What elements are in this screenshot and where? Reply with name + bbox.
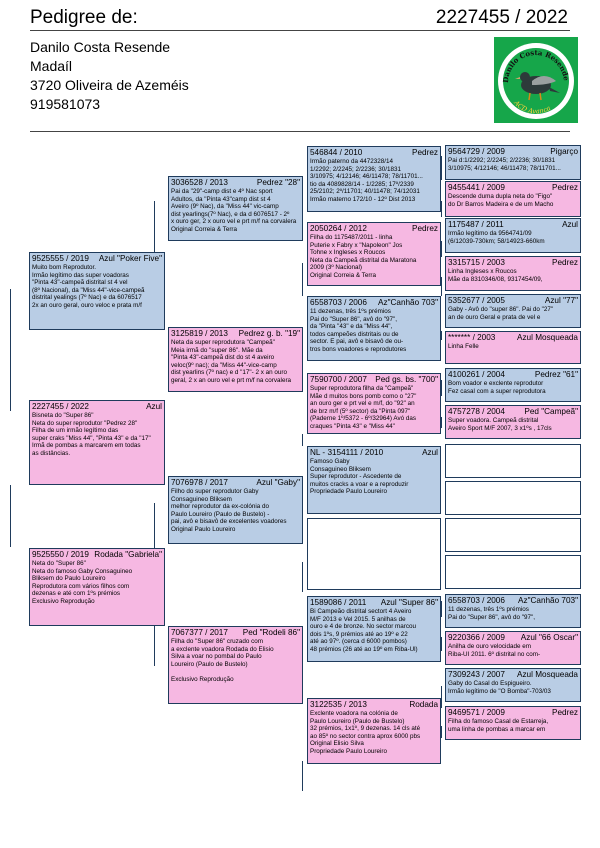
great-grandparent-10 <box>445 481 581 515</box>
ring-number: 9469571 / 2009 <box>448 708 505 717</box>
club-logo <box>494 37 578 123</box>
ring-number: 1175487 / 2011 <box>448 220 504 229</box>
pedigree-sire-sire-dam <box>307 222 441 286</box>
pigeon-name: Azul <box>146 402 162 411</box>
ring-number: 9525550 / 2019 <box>32 550 89 559</box>
description: Gaby - Avô do "super 86". Pai do "27" an de ouro Geral e prata de vel e <box>448 306 554 321</box>
ring-number: 546844 / 2010 <box>310 148 363 157</box>
ring-number: 7067377 / 2017 <box>171 628 228 637</box>
page-title: Pedigree de: <box>30 7 138 28</box>
ring-number: 9220366 / 2009 <box>448 633 505 642</box>
description: Anilha de ouro velocidade em Riba-UI 2011. 6º distrital no com- <box>448 643 541 658</box>
pedigree-dam-sire-sire <box>307 446 441 514</box>
ring-number: 7076978 / 2017 <box>171 478 228 487</box>
ring-number: 3125819 / 2013 <box>171 329 228 338</box>
description: Pai d:1/2292; 2/2245; 2/2236; 30/1831 3/10975; 4/12146; 46/11478; 78/11701... <box>448 157 561 172</box>
owner-phone: 919581073 <box>30 96 101 112</box>
pigeon-name: Rodada <box>409 700 438 709</box>
pigeon-name: Ped "Rodeli 86" <box>242 628 300 637</box>
description: Bisneta do "Super 86" Neta do super reprodutor "Pedrez 28" Filha de um irmão legítimo das super craks "Miss 44", "Pinta 43" e da "17" Irmã de pombas a marcarem em todas as distâncias. <box>32 412 151 457</box>
ring-number: 7590700 / 2007 <box>310 375 367 384</box>
ring-number: 4757278 / 2004 <box>448 407 505 416</box>
pedigree-subject <box>29 400 165 485</box>
great-grandparent-3 <box>445 218 581 253</box>
great-grandparent-15 <box>445 668 581 702</box>
logo-top-text: Danilo Costa Resende <box>500 47 571 84</box>
great-grandparent-14 <box>445 631 581 665</box>
pigeon-name: Azul <box>562 220 578 229</box>
ring-number: NL - 3154111 / 2010 <box>310 448 384 457</box>
mid-divider <box>30 131 570 132</box>
great-grandparent-9 <box>445 444 581 478</box>
description: Neta da super reprodutora "Campeã" Meia irmã do "super 86". Mãe da "Pinta 43"-campeã dist do st 4 aveiro veloc(9º nac); da "Miss 44"-vice-camp dist yearlins (7º nac) e d "17"- 2 x an ouro geral, 2 x an ouro vel e prt m/f na corvalera <box>171 339 292 384</box>
description: Bi Campeão distrital sectort 4 Aveiro M/F 2013 e Vel 2015. 5 anilhas de ouro e 4 de bronze. No sector marcou dois 1ºs, 9 prémios até ao 19º e 22 até ao 97º. (cerca d 6000 pombos) 48 prémios (26 até ao 19º em Riba-Ul) <box>310 608 418 653</box>
pigeon-name: Azul "77" <box>544 296 578 305</box>
pigeon-name: Pedrez <box>412 224 438 233</box>
description: Filha do 1175487/2011 - linha Puterie x Fabry x "Napoleon" Jos Tohne x Ingleses x Roucos Neta da Campeã distrital da Maratona 2009 (3º Nacional) Original Correia & Terra <box>310 234 417 279</box>
pigeon-name: Azul "Poker Five" <box>98 254 162 263</box>
ring-number: 3036528 / 2013 <box>171 178 228 187</box>
great-grandparent-4 <box>445 256 581 291</box>
pedigree-sire-sire <box>168 176 303 241</box>
description: Super voadora. Campeã distrital Aveiro Sport M/F 2007, 3 x1ºs , 17cls <box>448 417 552 432</box>
pedigree-sire-dam-dam <box>307 373 441 434</box>
top-divider <box>30 30 570 31</box>
great-grandparent-2 <box>445 181 581 217</box>
description: Muito bom Reprodutor. Irmão legítimo das super voadoras "Pinta 43"-campeã distrital st 4 vel (8º Nacional), da "Miss 44"-vice-campeã distrital yealings (7º Nac) e da 6076517 2x an ouro geral, ouro veloc e prata m/f <box>32 264 145 309</box>
description: Famoso Gaby Consaguineo Bliksem Super reprodutor - Ascedente de muitos cracks a voar e a reproduzir Propriedade Paulo Loureiro <box>310 458 409 496</box>
great-grandparent-6 <box>445 331 581 364</box>
great-grandparent-16 <box>445 706 581 740</box>
description: Pai da "29"-camp dist e 4º Nac sport Adultos, da "Pinta 43"camp dist st 4 Aveiro (9º Nac), da "Miss 44" vic-camp dist yearlings(7º Nac), e da d 6076517 - 2º x ouro ger, 2 x ouro vel e prt m/f na corvalera Original Correia & Terra <box>171 188 297 233</box>
description: Super reprodutora filha da "Campeã" Mãe d muitos bons pomb como o "27" an ouro ger e prt vel e m/f, do "92" an de brz m/f (5º sector) da "Pinta 097" (Paderne 1º/5372 - 6º/32964) Avó das craques "Pinta 43" e "Miss 44" <box>310 385 417 430</box>
description: Filho do super reprodutor Gaby Consaguineo Bliksem melhor reprodutor da ex-colónia do Paulo Loureiro (Paulo de Bustelo) - pai, avô e bisavô de excelentes voadores Original Paulo Loureiro <box>171 488 287 533</box>
pedigree-dam <box>29 548 165 626</box>
ring-number: 9455441 / 2009 <box>448 183 505 192</box>
ring-number: 2050264 / 2012 <box>310 224 367 233</box>
ring-number: 1589086 / 2011 <box>310 598 367 607</box>
pigeon-name: Az"Canhão 703" <box>518 596 578 605</box>
ring-number: 7309243 / 2007 <box>448 670 505 679</box>
ring-number: 6558703 / 2006 <box>310 298 367 307</box>
pedigree-dam-sire-dam <box>307 518 441 590</box>
description: Irmão paterno da 4472328/14 1/2292; 2/2245; 2/2236; 30/1831 3/10975; 4/12146; 46/11478; 78/11701... tio da 4089828/14 - 1/2285; 17º/2339 25/2102; 2º/11701; 40/11478; 74/12031 Irmão materno 172/10 - 12º Dist 2013 <box>310 158 423 203</box>
description: Irmão legítimo da 9564741/09 (6/12039-730km; 58/14923-660km <box>448 230 545 245</box>
pigeon-name: Az"Canhão 703" <box>378 298 438 307</box>
pedigree-sire-dam <box>168 327 303 392</box>
pigeon-name: Pigarço <box>550 147 578 156</box>
description: 11 dezenas, três 1ºs prémios Pai do "Super 86", avô do "97", <box>448 606 536 621</box>
pedigree-sire <box>29 252 165 330</box>
ring-number: 3122535 / 2013 <box>310 700 367 709</box>
owner-name: Danilo Costa Resende <box>30 39 171 55</box>
description: 11 dezenas, três 1ºs prémios Pai do "Super 86", avô do "97", da "Pinta "43" e da "Miss 44", todos campeões distritais ou de sector. E pai, avô e bisavô de ou- tros bons voadores e reprodutores <box>310 308 407 353</box>
ring-number: 5352677 / 2005 <box>448 296 505 305</box>
ring-number: 3315715 / 2003 <box>448 258 505 267</box>
ring-number: 9525555 / 2019 <box>32 254 89 263</box>
description: Linha Felle <box>448 343 479 350</box>
pigeon-name: Pedrez g. b. "19" <box>238 329 300 338</box>
great-grandparent-11 <box>445 518 581 552</box>
description: Gaby do Casal do Espigueiro. Irmão legítimo de "O Bomba"-703/03 <box>448 680 551 695</box>
description: Exclente voadora na colónia de Paulo Loureiro (Paulo de Bustelo) 32 prémios, 1x1º, 9 dezenas. 14 cls até ao 85º no sector contra aprox 6000 pbs Original Elisio Silva Propriedade Paulo Loureiro <box>310 710 421 755</box>
pigeon-name: Ped gs. bs. "700" <box>375 375 438 384</box>
great-grandparent-12 <box>445 555 581 589</box>
great-grandparent-7 <box>445 368 581 402</box>
pigeon-name: Pedrez <box>412 148 438 157</box>
owner-town: Madaíl <box>30 58 73 74</box>
great-grandparent-13 <box>445 594 581 628</box>
pedigree-sire-dam-sire <box>307 296 441 361</box>
pedigree-dam-sire <box>168 476 303 544</box>
pigeon-name: Pedrez <box>552 183 578 192</box>
great-grandparent-5 <box>445 294 581 328</box>
pigeon-id: 2227455 / 2022 <box>435 7 568 28</box>
description: Filha do famoso Casal de Estarreja, uma linha de pombas a marcar em <box>448 718 549 733</box>
pigeon-name: Azul Mosqueada <box>517 670 578 679</box>
pigeon-name: Pedrez <box>552 258 578 267</box>
logo-bottom-text: ACD Avanca <box>512 98 552 116</box>
description: Neta do "Super 86" Neta do famoso Gaby Consaguineo Bliksem do Paulo Loureiro Reprodutora com vários filhos com dezenas e até com 1ºs prémios Exclusivo Reprodução <box>32 560 133 605</box>
pedigree-sire-sire-sire <box>307 146 441 212</box>
pedigree-dam-dam-sire <box>307 596 441 662</box>
pedigree-dam-dam <box>168 626 303 704</box>
ring-number: 9564729 / 2009 <box>448 147 505 156</box>
ring-number: 6558703 / 2006 <box>448 596 505 605</box>
ring-number: ******* / 2003 <box>448 333 496 342</box>
description: Bom voador e exclente reprodutor Fez casal com a super reprodutora <box>448 380 546 395</box>
ring-number: 2227455 / 2022 <box>32 402 89 411</box>
description: Filha do "Super 86" cruzado com a exclente voadora Rodada do Elisio Silva a voar no pombal do Paulo Loureiro (Paulo de Bustelo) Exclusivo Reprodução <box>171 638 274 683</box>
pigeon-name: Azul "66 Oscar" <box>520 633 578 642</box>
pigeon-name: Rodada "Gabriela" <box>94 550 162 559</box>
pigeon-name: Azul "Super 86" <box>380 598 438 607</box>
great-grandparent-1 <box>445 145 581 180</box>
pigeon-name: Azul Mosqueada <box>517 333 578 342</box>
pigeon-name: Ped "Campeã" <box>524 407 578 416</box>
pigeon-name: Azul "Gaby" <box>256 478 300 487</box>
pigeon-name: Pedrez <box>552 708 578 717</box>
pedigree-dam-dam-dam <box>307 698 441 764</box>
owner-address: 3720 Oliveira de Azeméis <box>30 77 189 93</box>
description: Linha Ingleses x Roucos Mãe da 8310346/08, 9317454/09, <box>448 268 543 283</box>
pigeon-name: Pedrez "28" <box>256 178 300 187</box>
pigeon-name: Azul <box>422 448 438 457</box>
great-grandparent-8 <box>445 405 581 439</box>
ring-number: 4100261 / 2004 <box>448 370 505 379</box>
description: Descende duma dupla neta do "Figo" do Dr Barros Madeira e de um Macho <box>448 193 554 208</box>
pigeon-name: Pedrez "61" <box>534 370 578 379</box>
